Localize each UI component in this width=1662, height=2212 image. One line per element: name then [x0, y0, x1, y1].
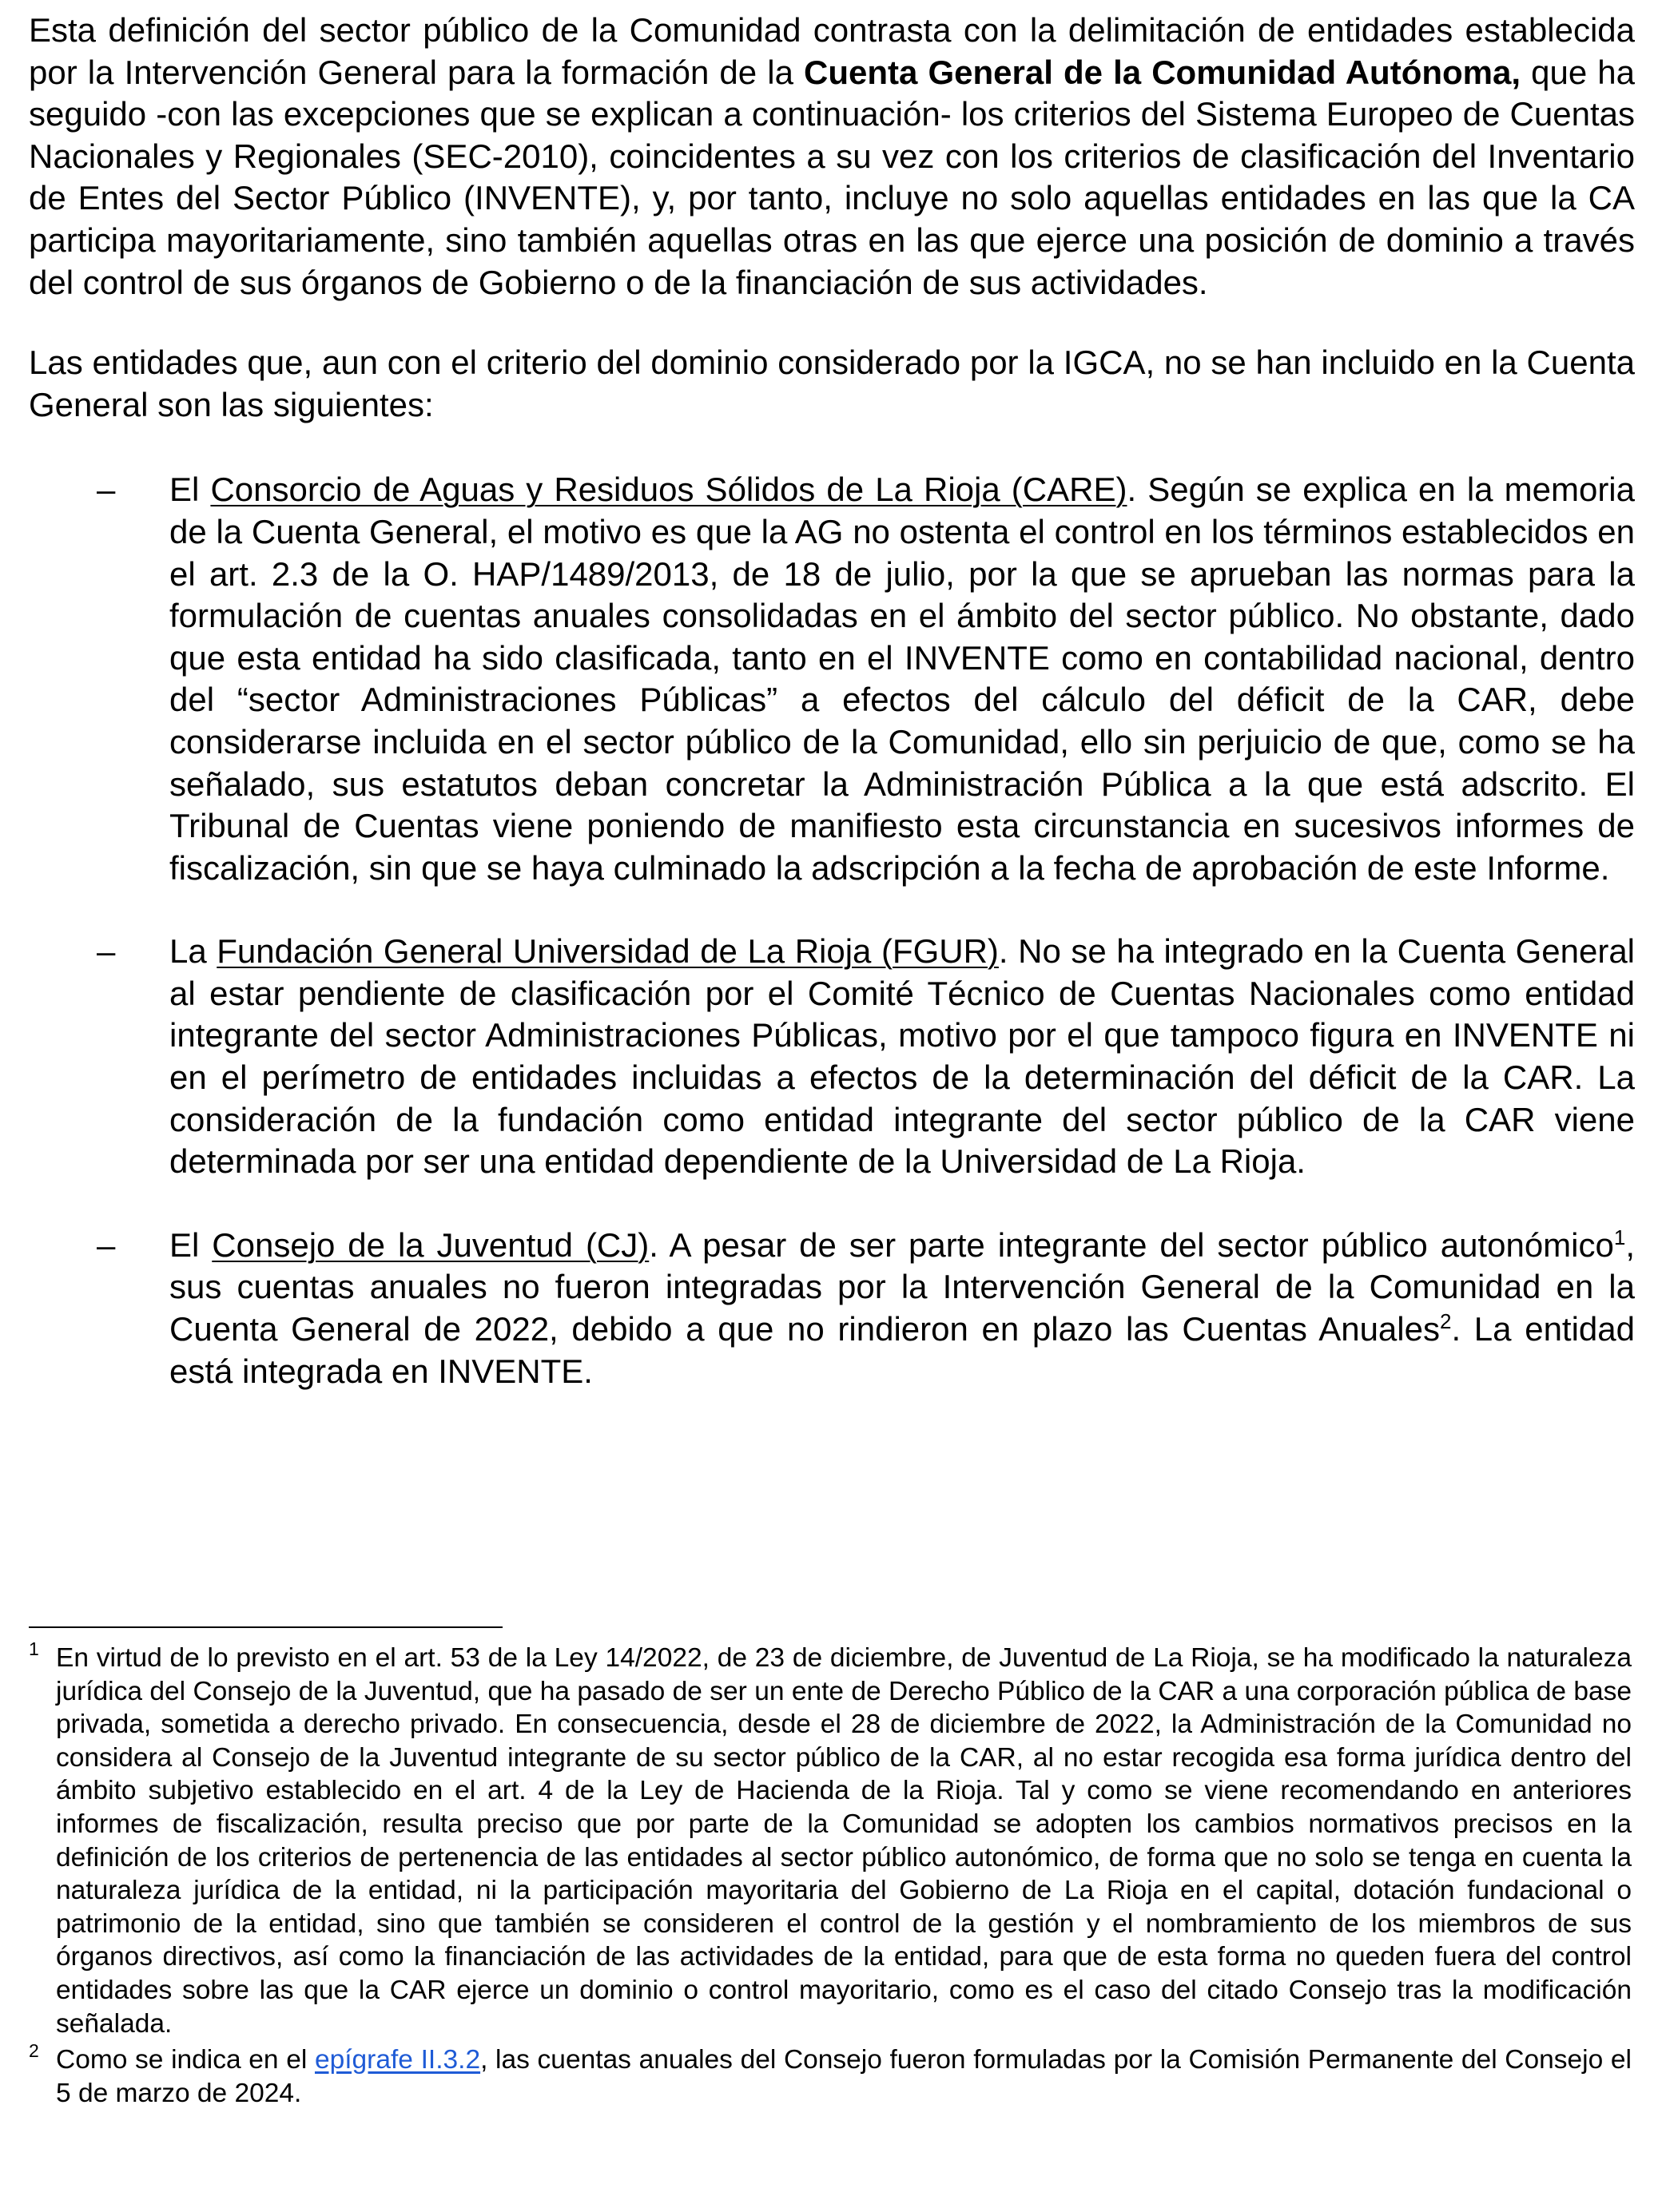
- footnote-ref-1[interactable]: 1: [1613, 1225, 1626, 1249]
- intro-bold-term: Cuenta General de la Comunidad Autónoma,: [804, 53, 1521, 91]
- list-item-text: [169, 931, 1635, 1183]
- item-body: . No se ha integrado en la Cuenta General al estar pendiente de clasificación por el Comité Técnico de Cuentas Nacionales como entidad integrante del sector Administraciones Públicas, motivo por el que tampoco figura en INVENTE ni en el perímetro de entidades incluidas a efectos de la determinación del déficit de la CAR. La consideración de la fundación como entidad integrante del sector público de la CAR viene determinada por ser una entidad dependiente de la Universidad de La Rioja.: [169, 932, 1636, 1181]
- entity-name-care: Consorcio de Aguas y Residuos Sólidos de La Rioja (CARE): [210, 471, 1127, 509]
- footnote-separator: [29, 1626, 503, 1628]
- list-item-text: [169, 1225, 1635, 1392]
- footnotes: [29, 1638, 1632, 2113]
- footnote-text-b: , las cuentas anuales del Consejo fueron formuladas por la Comisión Permanente del Consejo el 5 de marzo de 2024.: [56, 2045, 1632, 2108]
- list-item-cj: [29, 1225, 1635, 1392]
- item-body-c: . La entidad está integrada en INVENTE.: [169, 1310, 1635, 1390]
- entity-name-fgur: Fundación General Universidad de La Rioja (FGUR): [217, 932, 999, 971]
- list-dash: –: [97, 932, 116, 971]
- footnote-mark: 1: [29, 1638, 39, 1659]
- lead-paragraph: Las entidades que, aun con el criterio del dominio considerado por la IGCA, no se han incluido en la Cuenta General son las siguientes:: [29, 344, 1635, 423]
- list-item-care: [29, 469, 1635, 889]
- item-prefix: El: [169, 1225, 213, 1264]
- intro-text-2: que ha seguido -con las excepciones que se explican a continuación- los criterios del Sistema Europeo de Cuentas Nacionales y Regionales (SEC-2010), coincidentes a su vez con los criterios de clasificación del Inventario de Entes del Sector Público (INVENTE), y, por tanto, incluye no solo aquellas entidades en las que la CA participa mayoritariamente, sino también aquellas otras en las que ejerce una posición de dominio a través del control de sus órganos de Gobierno o de la financiación de sus actividades.: [29, 53, 1636, 301]
- list-dash: –: [97, 1225, 116, 1264]
- item-prefix: La: [169, 932, 217, 971]
- footnote-1: [29, 1638, 1632, 2040]
- list-item-fgur: [29, 931, 1635, 1183]
- list-item-text: [169, 469, 1635, 889]
- item-body-b: , sus cuentas anuales no fueron integradas por la Intervención General de la Comunidad en la Cuenta General de 2022, debido a que no rindieron en plazo las Cuentas Anuales: [169, 1225, 1635, 1348]
- footnote-ref-2[interactable]: 2: [1439, 1309, 1452, 1334]
- list-dash: –: [97, 471, 116, 509]
- footnote-text: En virtud de lo previsto en el art. 53 de la Ley 14/2022, de 23 de diciembre, de Juventud de La Rioja, se ha modificado la naturaleza jurídica del Consejo de la Juventud, que ha pasado de ser un ente de Derecho Público de la CAR a una corporación pública de base privada, sometida a derecho privado. En consecuencia, desde el 28 de diciembre de 2022, la Administración de la Comunidad no considera al Consejo de la Juventud integrante de su sector público de la CAR, al no estar recogida esa forma jurídica dentro del ámbito subjetivo establecido en el art. 4 de la Ley de Hacienda de la Rioja. Tal y como se viene recomendando en anteriores informes de fiscalización, resulta preciso que por parte de la Comunidad se adopten los cambios normativos precisos en la definición de los criterios de pertenencia de las entidades al sector público autonómico, de forma que no solo se tenga en cuenta la naturaleza jurídica de la entidad, ni la participación mayoritaria del Gobierno de La Rioja en el capital, dotación fundacional o patrimonio de la entidad, sino que también se consideren el control de la gestión y el nombramiento de los miembros de sus órganos directivos, así como la financiación de las actividades de la entidad, para que de esta forma no queden fuera del control entidades sobre las que la CAR ejerce un dominio o control mayoritario, como es el caso del citado Consejo tras la modificación señalada.: [56, 1643, 1632, 2039]
- item-body-a: . A pesar de ser parte integrante del sector público autonómico: [649, 1225, 1614, 1264]
- footnote-text-a: Como se indica en el: [56, 2045, 315, 2075]
- document-body: [29, 10, 1635, 1434]
- footnote-mark: 2: [29, 2040, 39, 2062]
- item-body: . Según se explica en la memoria de la Cuenta General, el motivo es que la AG no ostenta el control en los términos establecidos en el art. 2.3 de la O. HAP/1489/2013, de 18 de julio, por la que se aprueban las normas para la formulación de cuentas anuales consolidadas en el ámbito del sector público. No obstante, dado que esta entidad ha sido clasificada, tanto en el INVENTE como en contabilidad nacional, dentro del “sector Administraciones Públicas” a efectos del cálculo del déficit de la CAR, debe considerarse incluida en el sector público de la Comunidad, ello sin perjuicio de que, como se ha señalado, sus estatutos deban concretar la Administración Pública a la que está adscrito. El Tribunal de Cuentas viene poniendo de manifiesto esta circunstancia en sucesivos informes de fiscalización, sin que se haya culminado la adscripción a la fecha de aprobación de este Informe.: [169, 471, 1635, 887]
- intro-paragraph: [29, 10, 1635, 304]
- footnote-2: [29, 2040, 1632, 2110]
- excluded-entities-list: [29, 469, 1635, 1392]
- entity-name-cj: Consejo de la Juventud (CJ): [212, 1225, 650, 1264]
- epigrafe-link[interactable]: epígrafe II.3.2: [314, 2045, 481, 2075]
- item-prefix: El: [169, 471, 211, 509]
- intro-text-1: Esta definición del sector público de la Comunidad contrasta con la delimitación de entidades establecida por la Intervención General para la formación de la: [29, 11, 1635, 91]
